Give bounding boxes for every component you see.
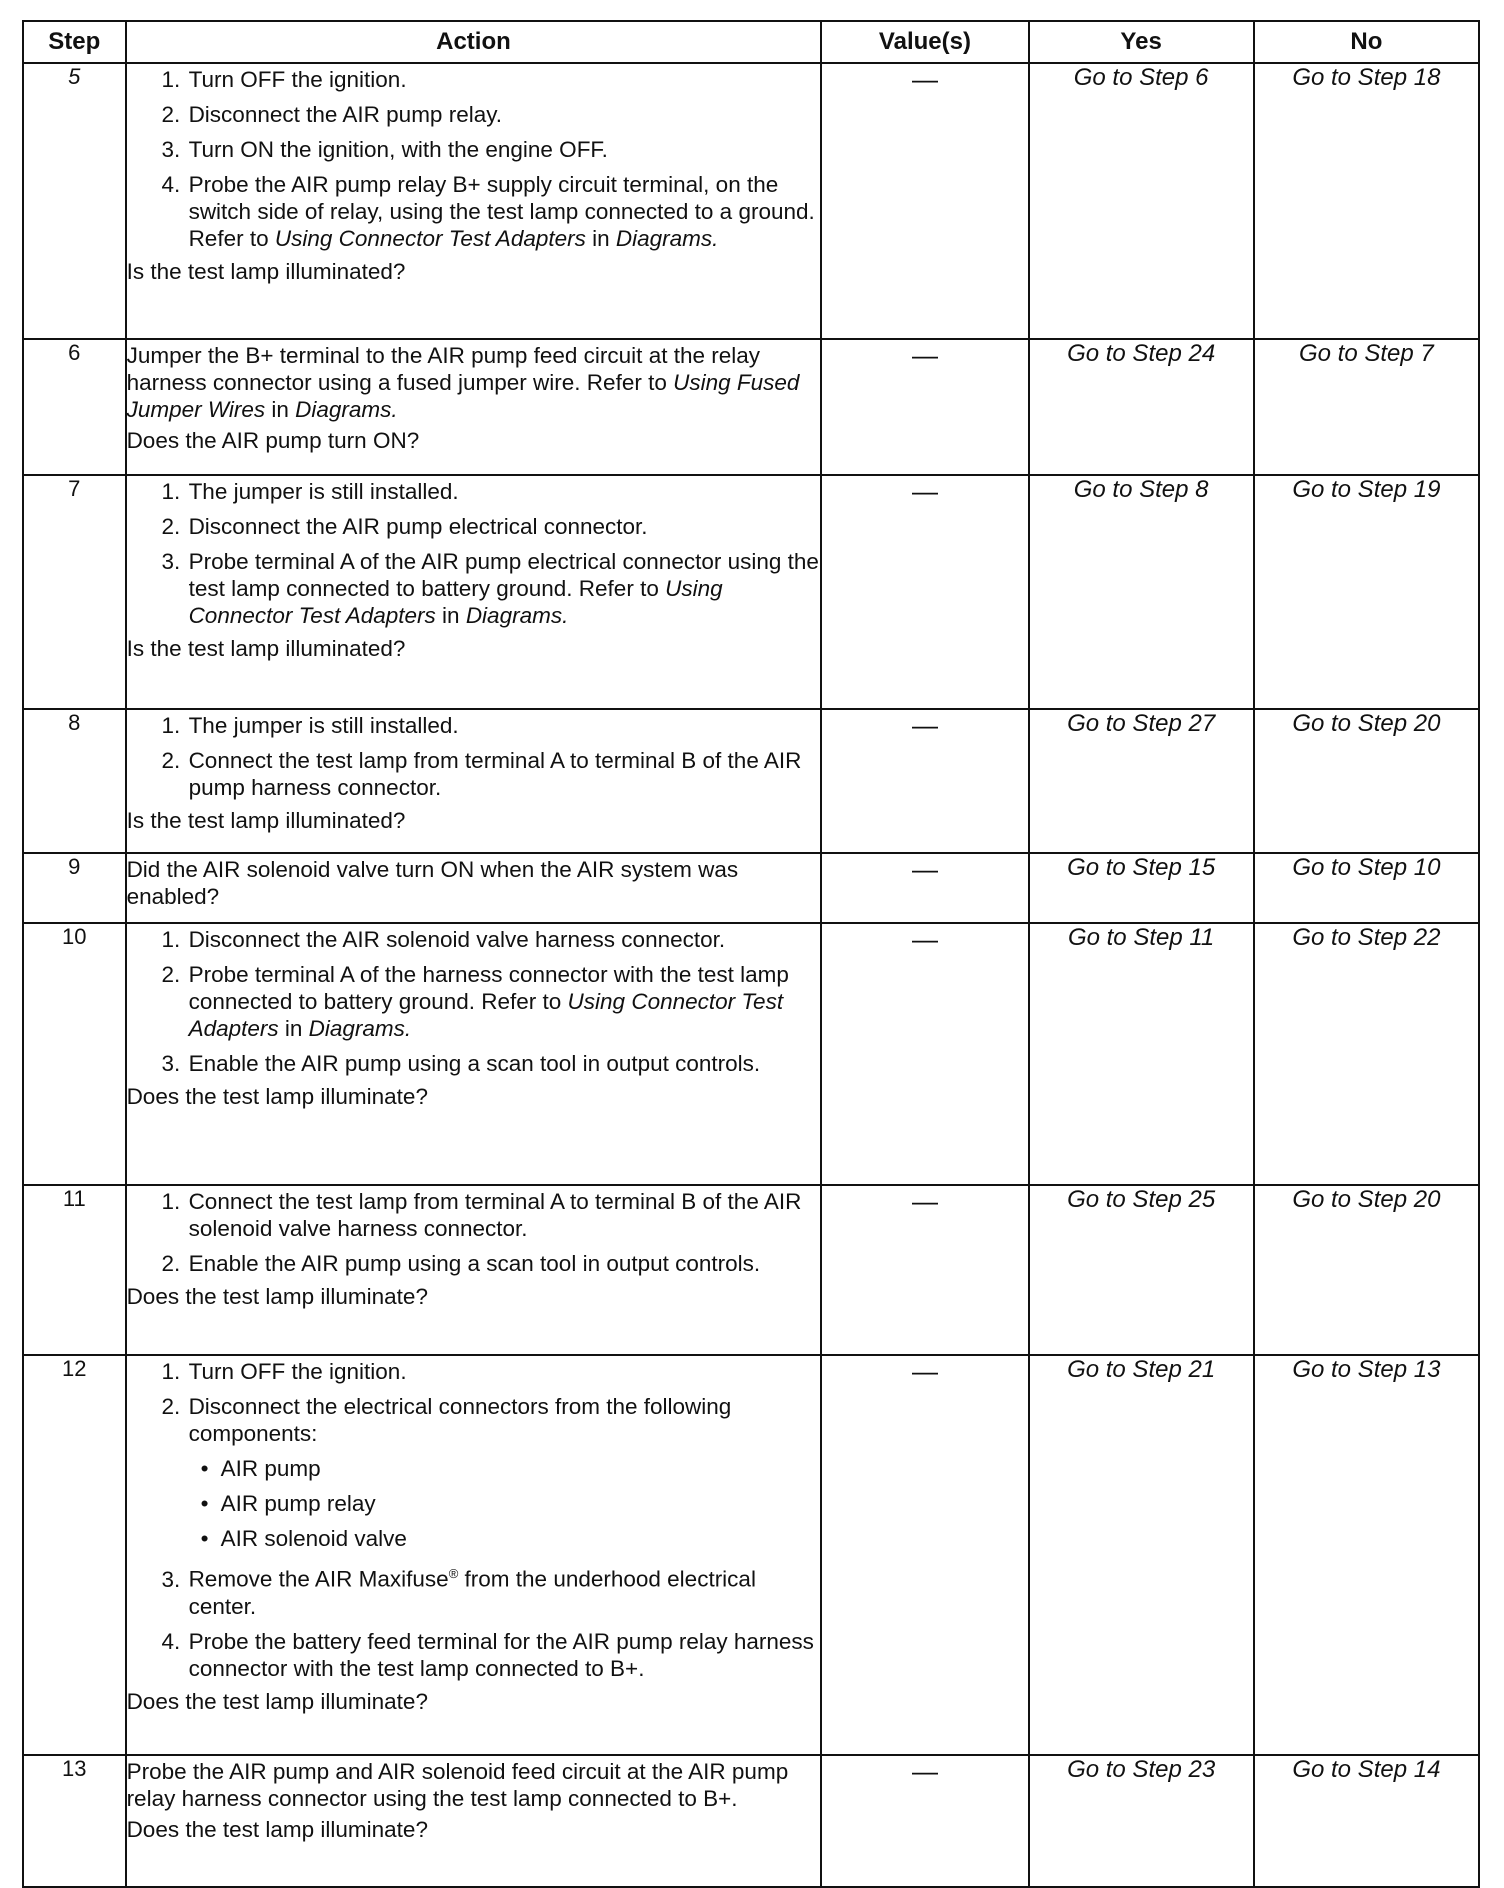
no-link[interactable]: Go to Step 19 [1254,475,1479,709]
action-cell [126,475,822,709]
component-list [189,1455,821,1552]
action-steps [127,66,821,252]
action-cell [126,853,822,923]
action-question: Does the test lamp illuminate? [126,1084,428,1109]
action-step: 3. Turn ON the ignition, with the engine OFF. [187,136,821,163]
table-row [23,1185,1479,1355]
step-number: 9 [23,853,126,923]
action-question: Does the test lamp illuminate? [126,1817,428,1842]
yes-link[interactable]: Go to Step 15 [1029,853,1254,923]
value-cell: — [821,339,1028,475]
action-text: Did the AIR solenoid valve turn ON when the AIR system was enabled? [126,857,739,909]
action-step: 3. Probe terminal A of the AIR pump electrical connector using the test lamp connected to battery ground. Refer to Using Connector Test Adapters in Diagrams. [187,548,821,629]
action-step: 1. Turn OFF the ignition. [187,1358,821,1385]
action-step: 2. Disconnect the AIR pump relay. [187,101,821,128]
action-step: 4. Probe the AIR pump relay B+ supply circuit terminal, on the switch side of relay, using the test lamp connected to a ground. Refer to Using Connector Test Adapters in Diagrams. [187,171,821,252]
table-row [23,1755,1479,1887]
action-cell [126,339,822,475]
action-question: Does the test lamp illuminate? [126,1688,428,1714]
action-cell [126,1355,822,1755]
action-step: 1. Disconnect the AIR solenoid valve harness connector. [187,926,821,953]
header-value: Value(s) [821,21,1028,63]
action-question: Does the test lamp illuminate? [126,1284,428,1309]
yes-link[interactable]: Go to Step 24 [1029,339,1254,475]
action-steps [127,1358,821,1682]
no-link[interactable]: Go to Step 20 [1254,1185,1479,1355]
action-step: 2. Disconnect the AIR pump electrical connector. [187,513,821,540]
action-step: 2. Enable the AIR pump using a scan tool in output controls. [187,1250,821,1277]
value-cell: — [821,923,1028,1185]
yes-link[interactable]: Go to Step 6 [1029,63,1254,339]
value-cell: — [821,1755,1028,1887]
step-number: 10 [23,923,126,1185]
no-link[interactable]: Go to Step 7 [1254,339,1479,475]
action-step: 1. Turn OFF the ignition. [187,66,821,93]
header-yes: Yes [1029,21,1254,63]
action-step: 2. Probe terminal A of the harness connector with the test lamp connected to battery ground. Refer to Using Connector Test Adapters in Diagrams. [187,961,821,1042]
value-cell: — [821,1185,1028,1355]
action-step: 1. The jumper is still installed. [187,712,821,739]
step-number: 11 [23,1185,126,1355]
table-row [23,475,1479,709]
action-step: 1. Connect the test lamp from terminal A to terminal B of the AIR solenoid valve harness connector. [187,1188,821,1242]
action-step: 2. Connect the test lamp from terminal A to terminal B of the AIR pump harness connector. [187,747,821,801]
action-step: 3. Enable the AIR pump using a scan tool in output controls. [187,1050,821,1077]
action-question: Is the test lamp illuminated? [126,808,406,833]
table-row [23,339,1479,475]
no-link[interactable]: Go to Step 10 [1254,853,1479,923]
step-number: 8 [23,709,126,853]
header-no: No [1254,21,1479,63]
action-cell [126,1185,822,1355]
value-cell: — [821,709,1028,853]
yes-link[interactable]: Go to Step 23 [1029,1755,1254,1887]
no-link[interactable]: Go to Step 18 [1254,63,1479,339]
action-question: Is the test lamp illuminated? [126,259,406,284]
list-item: • AIR pump relay [199,1490,821,1517]
yes-link[interactable]: Go to Step 27 [1029,709,1254,853]
no-link[interactable]: Go to Step 20 [1254,709,1479,853]
action-cell [126,709,822,853]
action-cell [126,1755,822,1887]
action-steps [127,712,821,801]
action-step: 2. Disconnect the electrical connectors from the following components: • AIR pump • AIR pump relay • AIR solenoid valve [187,1393,821,1552]
yes-link[interactable]: Go to Step 21 [1029,1355,1254,1755]
value-cell: — [821,63,1028,339]
action-question: Does the AIR pump turn ON? [126,428,420,453]
diagnostic-table [22,20,1480,1888]
header-step: Step [23,21,126,63]
action-step: 1. The jumper is still installed. [187,478,821,505]
yes-link[interactable]: Go to Step 11 [1029,923,1254,1185]
action-steps [127,478,821,629]
list-item: • AIR solenoid valve [199,1525,821,1552]
diagnostic-table-page [22,20,1480,1888]
action-step: 3. Remove the AIR Maxifuse® from the underhood electrical center. [187,1560,821,1620]
step-number: 13 [23,1755,126,1887]
action-text: Probe the AIR pump and AIR solenoid feed circuit at the AIR pump relay harness connector using the test lamp connected to B+. [126,1759,789,1811]
table-row [23,853,1479,923]
value-cell: — [821,853,1028,923]
header-action: Action [126,21,822,63]
action-steps [127,1188,821,1277]
step-number: 6 [23,339,126,475]
registered-mark: ® [448,1566,459,1581]
table-row [23,709,1479,853]
header-row [23,21,1479,63]
yes-link[interactable]: Go to Step 8 [1029,475,1254,709]
value-cell: — [821,475,1028,709]
no-link[interactable]: Go to Step 14 [1254,1755,1479,1887]
table-row [23,63,1479,339]
action-question: Is the test lamp illuminated? [126,636,406,661]
action-steps [127,926,821,1077]
action-text: Jumper the B+ terminal to the AIR pump feed circuit at the relay harness connector using a fused jumper wire. Refer to Using Fused Jumper Wires in Diagrams. [126,343,800,422]
list-item: • AIR pump [199,1455,821,1482]
action-cell [126,923,822,1185]
action-cell [126,63,822,339]
table-row [23,1355,1479,1755]
no-link[interactable]: Go to Step 22 [1254,923,1479,1185]
no-link[interactable]: Go to Step 13 [1254,1355,1479,1755]
yes-link[interactable]: Go to Step 25 [1029,1185,1254,1355]
step-number: 12 [23,1355,126,1755]
value-cell: — [821,1355,1028,1755]
table-row [23,923,1479,1185]
step-number: 7 [23,475,126,709]
action-step: 4. Probe the battery feed terminal for the AIR pump relay harness connector with the test lamp connected to B+. [187,1628,821,1682]
step-number: 5 [23,63,126,339]
